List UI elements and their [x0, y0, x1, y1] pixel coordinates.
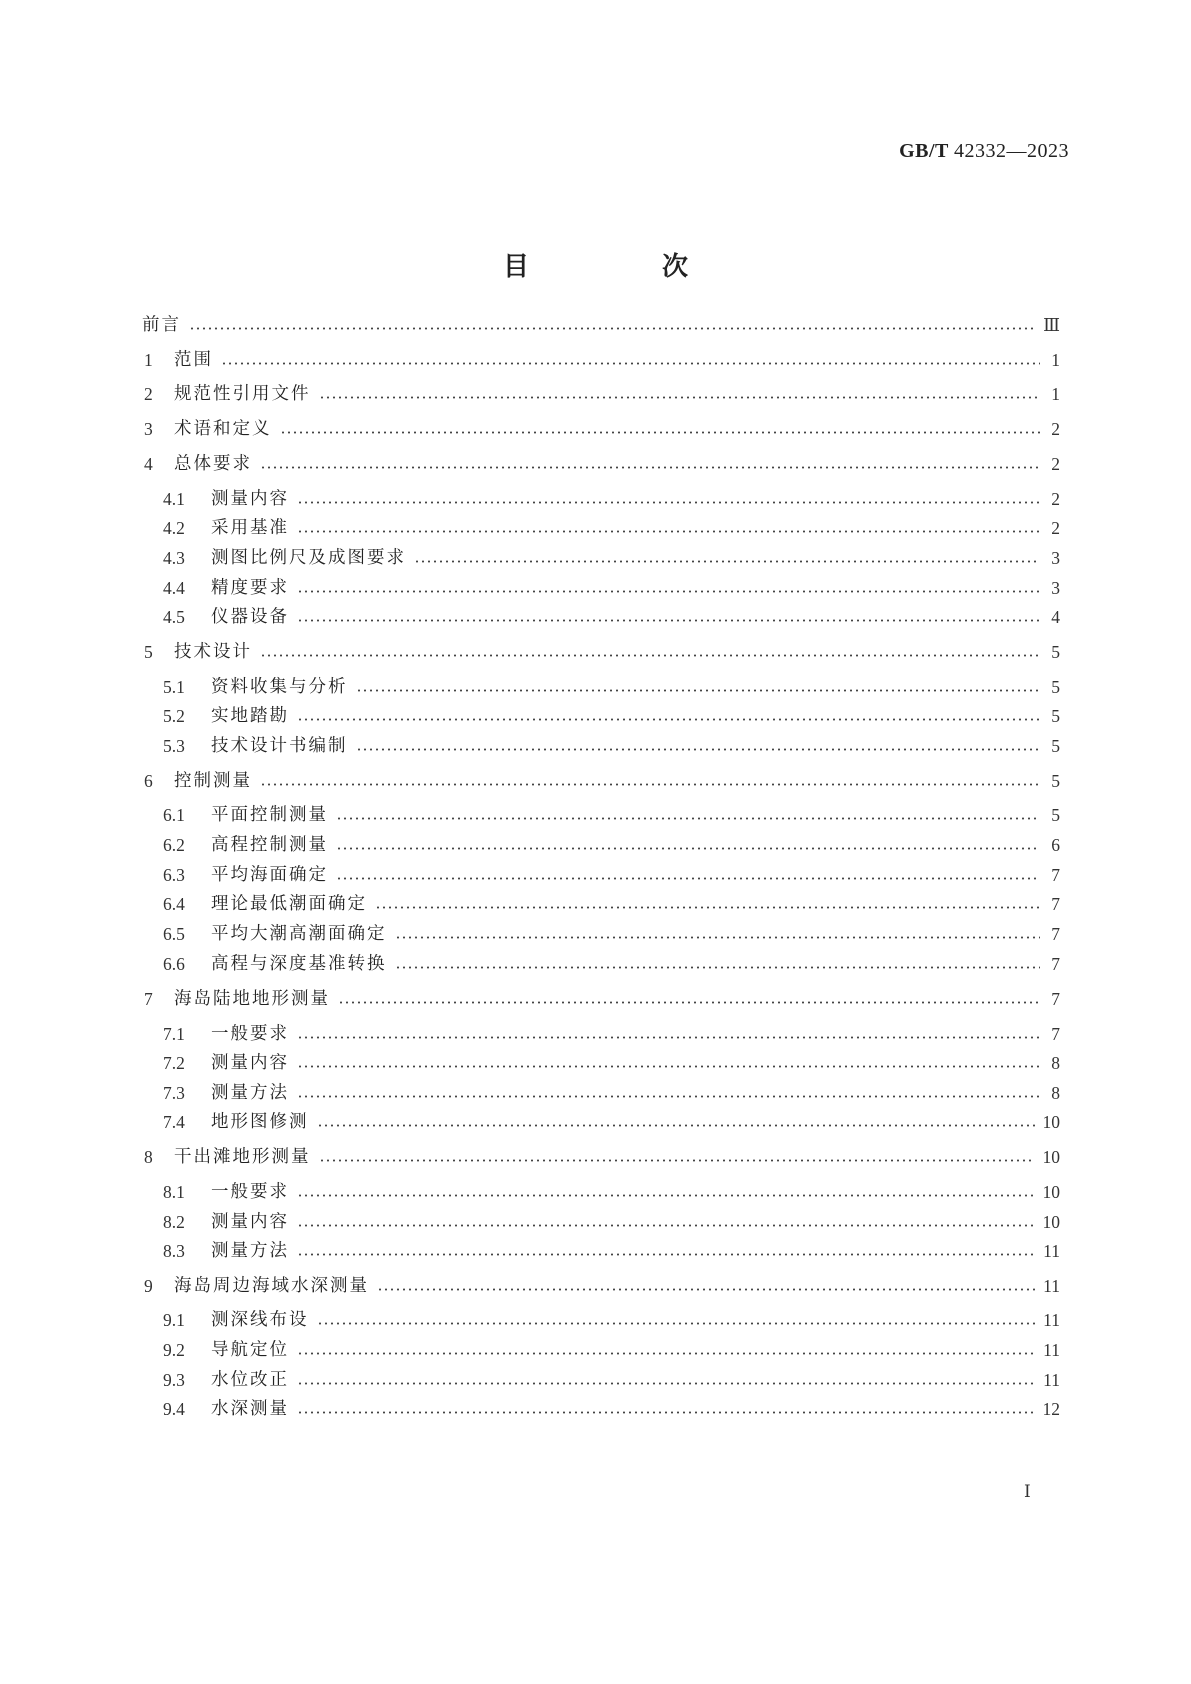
- toc-entry-number: 4: [144, 454, 153, 474]
- toc-entry[interactable]: [142, 1209, 1060, 1235]
- dot-leader: [297, 1036, 1040, 1039]
- toc-entry-page: 6: [1051, 835, 1060, 855]
- toc-entry-page: 11: [1043, 1276, 1060, 1296]
- toc-entry-label: 测量内容: [211, 489, 289, 509]
- toc-entry-page: 2: [1051, 518, 1060, 538]
- toc-entry[interactable]: [142, 639, 1060, 665]
- toc-entry[interactable]: [142, 832, 1060, 858]
- standard-prefix: GB/T: [899, 140, 949, 162]
- toc-entry-number: 1: [144, 350, 153, 370]
- toc-entry-label: 理论最低潮面确定: [211, 894, 367, 914]
- toc-entry-number: 7.3: [163, 1083, 185, 1103]
- toc-entry[interactable]: [142, 381, 1060, 407]
- toc-entry-number: 4.3: [163, 548, 185, 568]
- toc-entry-number: 5.3: [163, 736, 185, 756]
- toc-entry-label: 高程与深度基准转换: [211, 954, 387, 974]
- toc-entry-number: 4.5: [163, 607, 185, 627]
- toc-entry-page: 2: [1051, 454, 1060, 474]
- toc-entry-label: 测深线布设: [211, 1310, 309, 1330]
- toc-entry-number: 6.6: [163, 954, 185, 974]
- toc-entry-page: 8: [1051, 1053, 1060, 1073]
- toc-entry[interactable]: [142, 862, 1060, 888]
- dot-leader: [297, 501, 1040, 504]
- toc-entry-page: 11: [1043, 1340, 1060, 1360]
- toc-entry-label: 一般要求: [211, 1182, 289, 1202]
- dot-leader: [395, 966, 1041, 969]
- toc-entry-label: 水位改正: [211, 1370, 289, 1390]
- dot-leader: [297, 1194, 1035, 1197]
- toc-entry-label: 测量内容: [211, 1212, 289, 1232]
- toc-entry-label: 总体要求: [174, 454, 252, 474]
- toc-entry-label: 资料收集与分析: [211, 677, 348, 697]
- toc-entry[interactable]: [142, 575, 1060, 601]
- toc-entry[interactable]: [142, 802, 1060, 828]
- toc-entry-page: 3: [1051, 578, 1060, 598]
- toc-entry-label: 技术设计: [174, 642, 252, 662]
- toc-entry-label: 精度要求: [211, 578, 289, 598]
- toc-entry-page: 7: [1051, 1024, 1060, 1044]
- page-number: Ⅰ: [1024, 1482, 1031, 1501]
- dot-leader: [319, 396, 1041, 399]
- toc-entry-label: 测图比例尺及成图要求: [211, 548, 406, 568]
- dot-leader: [356, 689, 1041, 692]
- toc-entry-label: 海岛周边海域水深测量: [174, 1276, 369, 1296]
- toc-entry-label: 地形图修测: [211, 1112, 309, 1132]
- toc-entry-number: 5.1: [163, 677, 185, 697]
- toc-entry[interactable]: [142, 1021, 1060, 1047]
- dot-leader: [338, 1001, 1040, 1004]
- toc-entry[interactable]: [142, 604, 1060, 630]
- toc-entry-page: 10: [1042, 1147, 1060, 1167]
- toc-entry-number: 8: [144, 1147, 153, 1167]
- toc-entry[interactable]: [142, 1396, 1060, 1422]
- toc-entry-page: 8: [1051, 1083, 1060, 1103]
- toc-entry-number: 7.2: [163, 1053, 185, 1073]
- toc-entry-number: 9.4: [163, 1399, 185, 1419]
- toc-entry-page: 2: [1051, 419, 1060, 439]
- toc-entry[interactable]: [142, 951, 1060, 977]
- dot-leader: [297, 1095, 1040, 1098]
- dot-leader: [297, 530, 1040, 533]
- toc-entry[interactable]: [142, 451, 1060, 477]
- toc-entry-label: 平均大潮高潮面确定: [211, 924, 387, 944]
- toc-entry-number: 6.1: [163, 805, 185, 825]
- toc-entry-page: 5: [1051, 771, 1060, 791]
- standard-code: [899, 140, 1069, 163]
- toc-entry-label: 干出滩地形测量: [174, 1147, 311, 1167]
- standard-number: 42332—2023: [954, 140, 1069, 162]
- toc-entry[interactable]: [142, 347, 1060, 373]
- dot-leader: [336, 817, 1040, 820]
- toc-entry[interactable]: [142, 1238, 1060, 1264]
- toc-entry-page: 5: [1051, 805, 1060, 825]
- toc-entry-label: 规范性引用文件: [174, 384, 311, 404]
- toc-entry-number: 7.4: [163, 1112, 185, 1132]
- toc-entry-page: 1: [1051, 384, 1060, 404]
- dot-leader: [189, 327, 1035, 330]
- dot-leader: [414, 560, 1040, 563]
- toc-entry-page: 10: [1042, 1182, 1060, 1202]
- dot-leader: [395, 936, 1041, 939]
- toc-entry-number: 7.1: [163, 1024, 185, 1044]
- toc-entry-label: 实地踏勘: [211, 706, 289, 726]
- toc-entry-label: 技术设计书编制: [211, 736, 348, 756]
- toc-entry[interactable]: [142, 1050, 1060, 1076]
- dot-leader: [280, 431, 1041, 434]
- toc-entry[interactable]: [142, 986, 1060, 1012]
- toc-entry-label: 测量内容: [211, 1053, 289, 1073]
- toc-entry[interactable]: [142, 703, 1060, 729]
- toc-entry-number: 5.2: [163, 706, 185, 726]
- toc-entry-page: 10: [1042, 1212, 1060, 1232]
- toc-entry-label: 测量方法: [211, 1241, 289, 1261]
- toc-entry[interactable]: [142, 1367, 1060, 1393]
- toc-entry-page: Ⅲ: [1043, 315, 1060, 335]
- dot-leader: [319, 1159, 1035, 1162]
- toc-entry-number: 4.2: [163, 518, 185, 538]
- toc-entry[interactable]: [142, 674, 1060, 700]
- toc-entry-number: 8.3: [163, 1241, 185, 1261]
- toc-entry-number: 3: [144, 419, 153, 439]
- toc-entry-page: 1: [1051, 350, 1060, 370]
- dot-leader: [297, 1224, 1035, 1227]
- toc-entry-page: 7: [1051, 924, 1060, 944]
- dot-leader: [317, 1322, 1036, 1325]
- toc-entry[interactable]: [142, 733, 1060, 759]
- toc-entry-label: 水深测量: [211, 1399, 289, 1419]
- toc-entry-number: 7: [144, 989, 153, 1009]
- toc-entry[interactable]: [142, 1109, 1060, 1135]
- toc-entry[interactable]: [142, 515, 1060, 541]
- toc-entry-page: 4: [1051, 607, 1060, 627]
- dot-leader: [297, 590, 1040, 593]
- toc-entry[interactable]: [142, 1273, 1060, 1299]
- dot-leader: [260, 466, 1040, 469]
- toc-entry-number: 8.1: [163, 1182, 185, 1202]
- dot-leader: [260, 654, 1040, 657]
- toc-entry-number: 6.4: [163, 894, 185, 914]
- toc-entry-page: 11: [1043, 1310, 1060, 1330]
- toc-entry-label: 高程控制测量: [211, 835, 328, 855]
- dot-leader: [260, 783, 1040, 786]
- dot-leader: [377, 1288, 1035, 1291]
- dot-leader: [297, 619, 1040, 622]
- toc-entry[interactable]: [142, 1337, 1060, 1363]
- toc-entry-label: 一般要求: [211, 1024, 289, 1044]
- toc-entry-page: 5: [1051, 677, 1060, 697]
- toc-entry[interactable]: [142, 1144, 1060, 1170]
- toc-entry-number: 9.1: [163, 1310, 185, 1330]
- toc-entry-number: 6.5: [163, 924, 185, 944]
- toc-entry-page: 12: [1042, 1399, 1060, 1419]
- toc-entry-number: 6.3: [163, 865, 185, 885]
- dot-leader: [297, 1382, 1035, 1385]
- toc-entry-label: 范围: [174, 350, 213, 370]
- toc-entry-label: 术语和定义: [174, 419, 272, 439]
- toc-entry-page: 7: [1051, 865, 1060, 885]
- toc-entry-page: 10: [1042, 1112, 1060, 1132]
- dot-leader: [297, 718, 1040, 721]
- dot-leader: [356, 748, 1041, 751]
- toc-entry-label: 采用基准: [211, 518, 289, 538]
- toc-entry[interactable]: [142, 921, 1060, 947]
- toc-entry-page: 11: [1043, 1370, 1060, 1390]
- dot-leader: [317, 1124, 1035, 1127]
- dot-leader: [297, 1253, 1035, 1256]
- toc-entry[interactable]: [142, 312, 1060, 338]
- toc-entry-page: 3: [1051, 548, 1060, 568]
- toc-entry[interactable]: [142, 768, 1060, 794]
- toc-entry[interactable]: [142, 486, 1060, 512]
- toc-entry-number: 9.2: [163, 1340, 185, 1360]
- toc-entry-number: 2: [144, 384, 153, 404]
- toc-title: 目 次: [502, 252, 751, 282]
- toc-entry-label: 海岛陆地地形测量: [174, 989, 330, 1009]
- toc-entry-number: 6.2: [163, 835, 185, 855]
- dot-leader: [336, 877, 1040, 880]
- toc-entry-page: 5: [1051, 706, 1060, 726]
- toc-entry-label: 仪器设备: [211, 607, 289, 627]
- dot-leader: [297, 1411, 1035, 1414]
- toc-entry-page: 5: [1051, 642, 1060, 662]
- toc-entry-number: 9.3: [163, 1370, 185, 1390]
- toc-entry-number: 4.1: [163, 489, 185, 509]
- toc-entry-page: 7: [1051, 989, 1060, 1009]
- toc-entry-page: 11: [1043, 1241, 1060, 1261]
- toc-entry[interactable]: [142, 1179, 1060, 1205]
- dot-leader: [221, 362, 1040, 365]
- toc-entry-label: 控制测量: [174, 771, 252, 791]
- toc-entry-page: 7: [1051, 894, 1060, 914]
- toc-entry-page: 7: [1051, 954, 1060, 974]
- toc-entry-label: 平均海面确定: [211, 865, 328, 885]
- toc-entry-label: 测量方法: [211, 1083, 289, 1103]
- toc-entry-number: 9: [144, 1276, 153, 1296]
- toc-entry[interactable]: [142, 545, 1060, 571]
- toc-entry-number: 8.2: [163, 1212, 185, 1232]
- dot-leader: [297, 1352, 1035, 1355]
- toc-entry[interactable]: [142, 1080, 1060, 1106]
- dot-leader: [336, 847, 1040, 850]
- toc-entry[interactable]: [142, 891, 1060, 917]
- toc-entry-number: 4.4: [163, 578, 185, 598]
- toc-entry-number: 5: [144, 642, 153, 662]
- toc-entry-number: 6: [144, 771, 153, 791]
- toc-entry-page: 2: [1051, 489, 1060, 509]
- toc-entry-label: 平面控制测量: [211, 805, 328, 825]
- toc-entry-label: 前言: [142, 315, 181, 335]
- toc-entry-label: 导航定位: [211, 1340, 289, 1360]
- toc-entry[interactable]: [142, 1307, 1060, 1333]
- toc-entry-page: 5: [1051, 736, 1060, 756]
- toc-entry[interactable]: [142, 416, 1060, 442]
- dot-leader: [297, 1065, 1040, 1068]
- dot-leader: [375, 906, 1040, 909]
